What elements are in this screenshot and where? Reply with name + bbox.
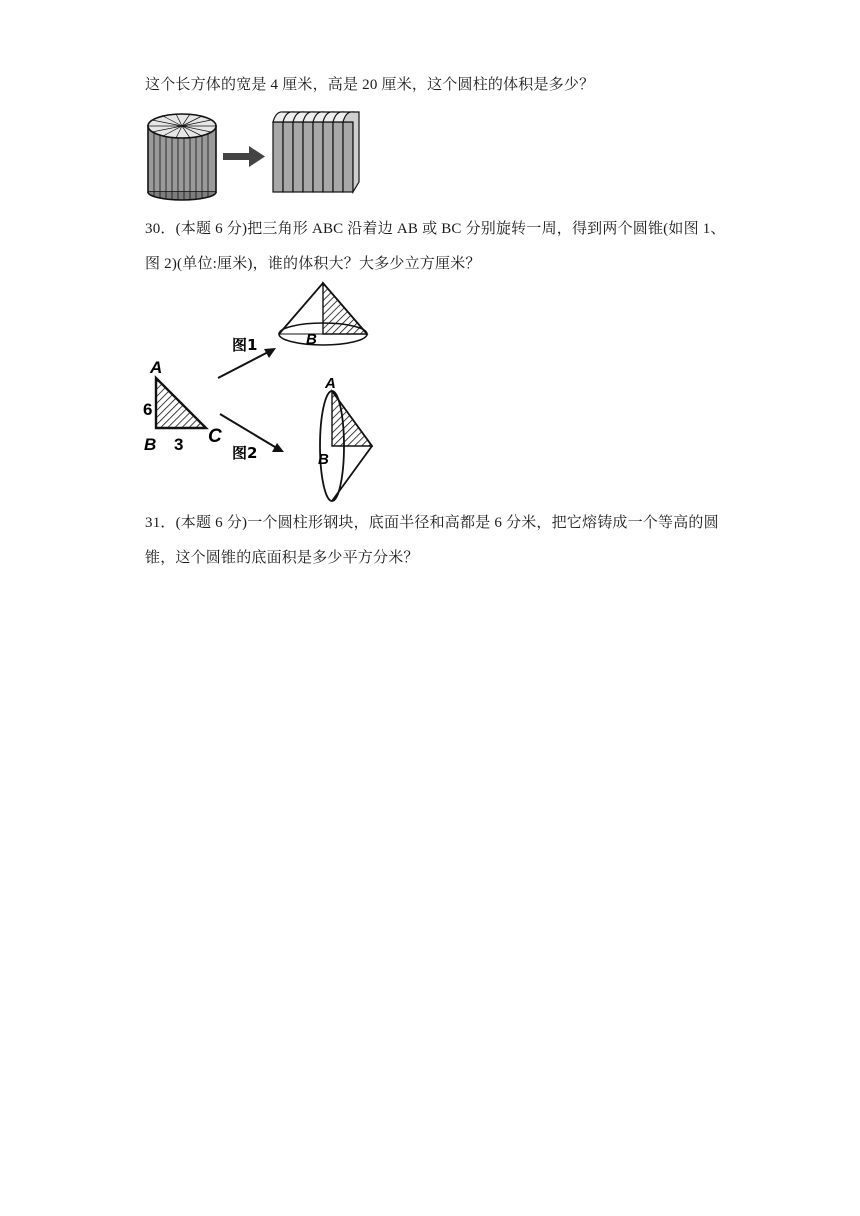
cone1-label-b: B xyxy=(306,331,317,348)
label-a: A xyxy=(150,358,163,377)
transform-arrow-icon xyxy=(223,146,265,167)
cylinder-to-cuboid-figure xyxy=(143,106,365,202)
triangle-rotation-figure xyxy=(140,278,380,506)
arrow-to-fig1-icon xyxy=(218,336,276,378)
question-30-text-line1: 30．(本题 6 分)把三角形 ABC 沿着边 AB 或 BC 分别旋转一周，得到两个圆锥(如图 1、 xyxy=(145,221,726,237)
arrow-to-fig2-icon xyxy=(220,414,284,462)
cylinder-drawing xyxy=(148,114,216,200)
cone2-label-b: B xyxy=(318,451,329,468)
label-side-bc: 3 xyxy=(174,435,184,454)
cuboid-drawing xyxy=(273,112,359,192)
cone-figure-1 xyxy=(279,283,367,348)
triangle-abc xyxy=(143,358,222,454)
label-c: C xyxy=(208,426,222,447)
question-31-text-line1: 31．(本题 6 分)一个圆柱形钢块，底面半径和高都是 6 分米，把它熔铸成一个等高的圆 xyxy=(145,515,719,531)
label-side-ab: 6 xyxy=(143,400,153,419)
question-29-text: 这个长方体的宽是 4 厘米，高是 20 厘米，这个圆柱的体积是多少？ xyxy=(145,77,595,93)
cone-figure-2 xyxy=(318,375,372,501)
cone2-label-a: A xyxy=(325,375,336,392)
label-b: B xyxy=(144,435,157,454)
label-fig1: 图1 xyxy=(232,336,258,354)
label-fig2: 图2 xyxy=(232,444,258,462)
question-31-text-line2: 锥，这个圆锥的底面积是多少平方分米？ xyxy=(145,550,419,566)
question-30-text-line2: 图 2)(单位:厘米)，谁的体积大？大多少立方厘米？ xyxy=(145,256,481,272)
